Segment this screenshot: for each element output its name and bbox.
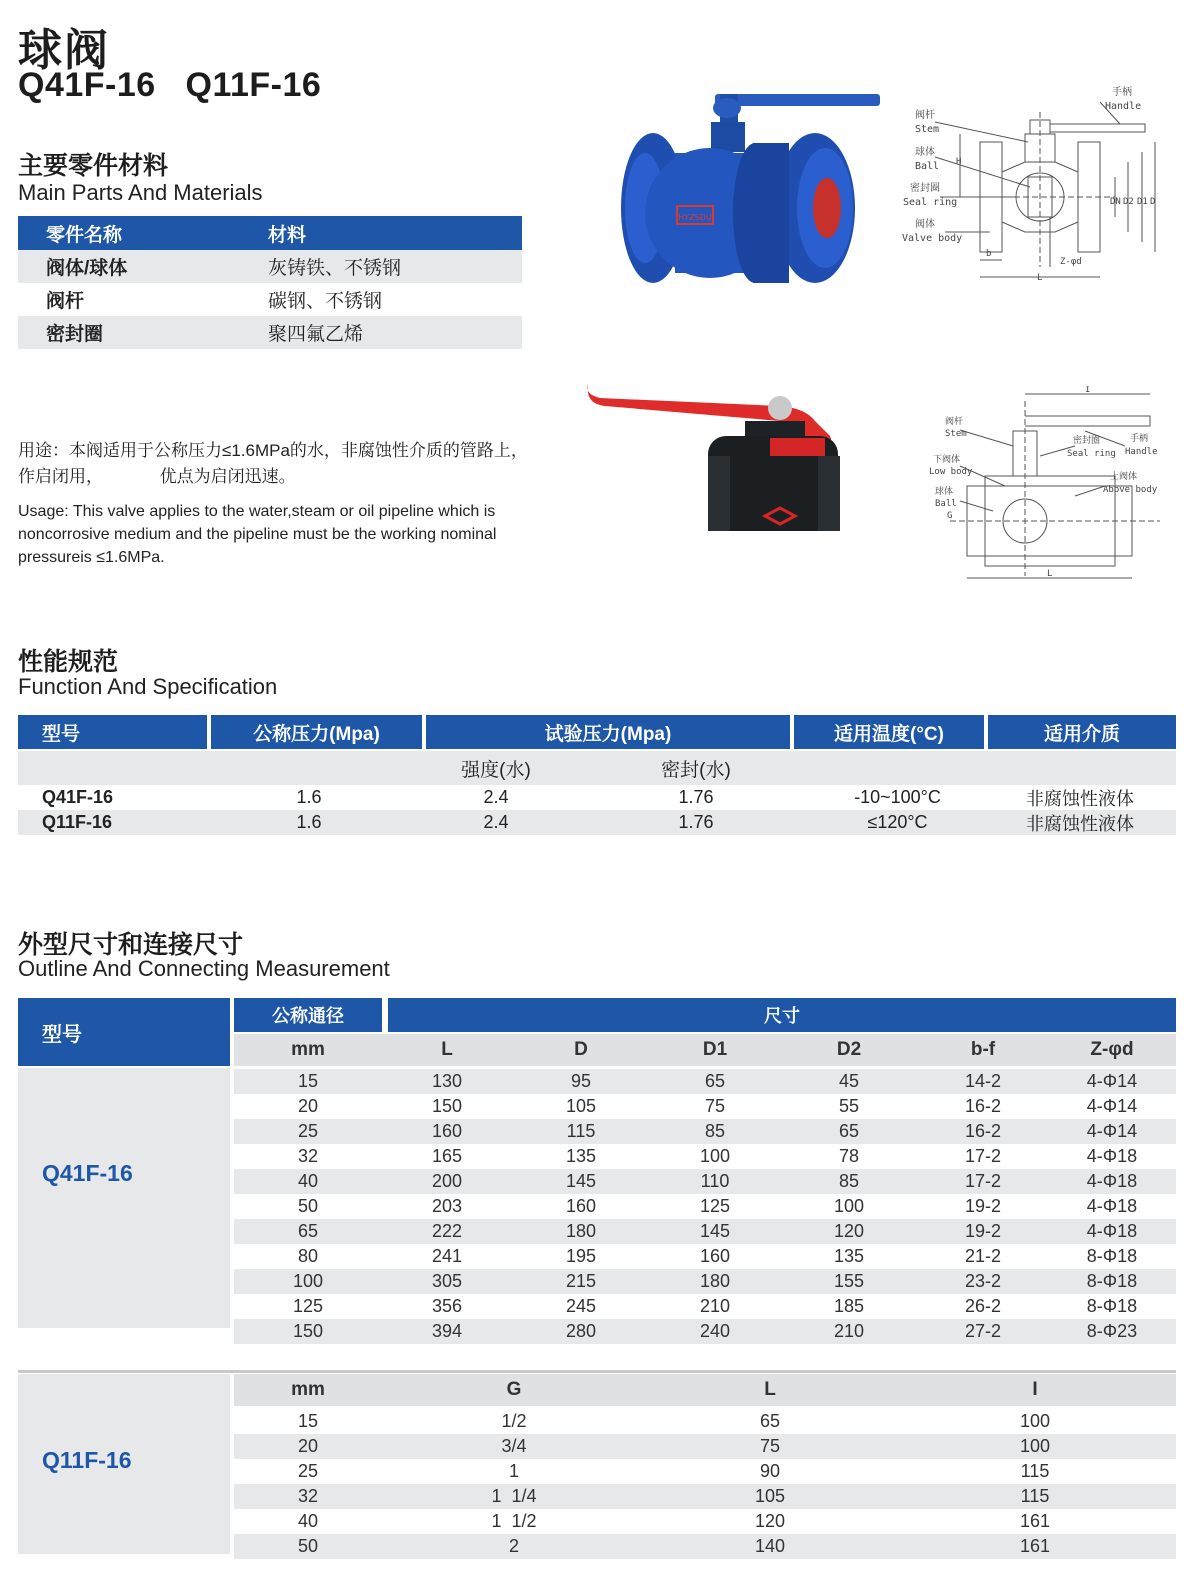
materials-header bbox=[18, 216, 522, 250]
cell-bf: 19-2 bbox=[964, 1221, 1002, 1241]
label-stem-cn: 阀杆 bbox=[945, 417, 964, 427]
part-name: 阀体/球体 bbox=[46, 258, 128, 279]
cell-l: 356 bbox=[431, 1296, 463, 1316]
col-mm: mm bbox=[291, 1039, 325, 1060]
cell-d1: 160 bbox=[699, 1246, 731, 1266]
usage-en bbox=[18, 500, 558, 569]
table-row bbox=[234, 1169, 1176, 1194]
label-body-en: Valve body bbox=[902, 233, 963, 244]
cell-l: 394 bbox=[431, 1321, 463, 1341]
cell-d: 245 bbox=[565, 1296, 597, 1316]
table-row bbox=[234, 1434, 1176, 1459]
table-row bbox=[234, 1509, 1176, 1534]
label-ball-cn: 球体 bbox=[935, 487, 954, 497]
table-row bbox=[234, 1219, 1176, 1244]
table-row bbox=[234, 1319, 1176, 1344]
model-numbers: Q41F-16 Q11F-16 bbox=[18, 66, 322, 104]
dim-g: G bbox=[947, 511, 953, 521]
label-stem-en: Stem bbox=[945, 429, 967, 439]
usage-en-line: Usage: This valve applies to the water,steam or oil pipeline which is bbox=[18, 503, 496, 520]
row-pn: 1.6 bbox=[296, 812, 322, 832]
cell-d: 105 bbox=[565, 1096, 597, 1116]
cell-i: 100 bbox=[1019, 1411, 1051, 1431]
part-material: 聚四氟乙烯 bbox=[268, 324, 364, 345]
cell-d2: 210 bbox=[833, 1321, 865, 1341]
table-row bbox=[18, 316, 522, 349]
label-handle-cn: 手柄 bbox=[1130, 434, 1149, 444]
usage-cn-line: 作启闭用， 优点为启闭迅速。 bbox=[18, 467, 296, 486]
cell-bf: 16-2 bbox=[964, 1121, 1002, 1141]
cell-d1: 180 bbox=[699, 1271, 731, 1291]
label-stem-en: Stem bbox=[915, 124, 940, 135]
table-row bbox=[234, 1484, 1176, 1509]
cell-i: 115 bbox=[1020, 1486, 1050, 1506]
spec-title-en: Function And Specification bbox=[18, 674, 278, 699]
cell-d2: 78 bbox=[838, 1146, 860, 1166]
table-row bbox=[234, 1069, 1176, 1094]
usage-en-line: noncorrosive medium and the pipeline must be the working nominal bbox=[18, 526, 497, 543]
label-ball-en: Ball bbox=[915, 161, 940, 172]
row-medium: 非腐蚀性液体 bbox=[1026, 813, 1134, 834]
cell-mm: 50 bbox=[297, 1536, 319, 1556]
label-handle-cn: 手柄 bbox=[1112, 87, 1132, 98]
outline-subheader bbox=[234, 1374, 1176, 1406]
table-row bbox=[234, 1459, 1176, 1484]
cell-z: 4-Φ14 bbox=[1086, 1096, 1138, 1116]
cell-mm: 125 bbox=[292, 1296, 324, 1316]
row-model: Q11F-16 bbox=[42, 812, 113, 832]
cell-mm: 50 bbox=[297, 1196, 319, 1216]
cell-g: 1/2 bbox=[501, 1411, 527, 1431]
col-g: G bbox=[506, 1379, 522, 1400]
cell-l: 203 bbox=[431, 1196, 463, 1216]
row-medium: 非腐蚀性液体 bbox=[1026, 788, 1134, 809]
dim-d1: D1 bbox=[1137, 197, 1148, 207]
cell-l: 105 bbox=[754, 1486, 786, 1506]
label-seal-en: Seal ring bbox=[903, 197, 958, 208]
col-model-header: 型号 bbox=[18, 998, 230, 1066]
cell-d1: 240 bbox=[699, 1321, 731, 1341]
cell-l: 120 bbox=[754, 1511, 786, 1531]
cell-bf: 26-2 bbox=[964, 1296, 1002, 1316]
table-row bbox=[18, 250, 522, 283]
cell-bf: 19-2 bbox=[964, 1196, 1002, 1216]
dim-z: Z-φd bbox=[1060, 257, 1082, 267]
label-ball-en: Ball bbox=[935, 499, 957, 509]
table-row bbox=[234, 1269, 1176, 1294]
part-material: 碳钢、不锈钢 bbox=[268, 291, 383, 312]
label-seal-en: Seal ring bbox=[1067, 449, 1116, 459]
cell-i: 161 bbox=[1019, 1536, 1051, 1556]
part-name: 阀杆 bbox=[46, 291, 85, 312]
table-row bbox=[234, 1144, 1176, 1169]
table-row bbox=[234, 1244, 1176, 1269]
cell-d2: 100 bbox=[833, 1196, 865, 1216]
model-label: Q41F-16 bbox=[42, 1160, 133, 1186]
cell-g: 1 1/4 bbox=[491, 1486, 537, 1506]
flanged-valve-drawing bbox=[900, 82, 1180, 287]
cell-d: 145 bbox=[565, 1171, 597, 1191]
cell-bf: 16-2 bbox=[964, 1096, 1002, 1116]
dim-dn: DN bbox=[1110, 197, 1121, 207]
cell-l: 222 bbox=[431, 1221, 463, 1241]
label-above-body-en: Above body bbox=[1103, 485, 1158, 495]
cell-l: 130 bbox=[431, 1071, 463, 1091]
cell-i: 161 bbox=[1019, 1511, 1051, 1531]
valve-logo-text: HYZSDU bbox=[678, 213, 712, 222]
table-row bbox=[18, 283, 522, 316]
dim-d: D bbox=[1150, 197, 1156, 207]
label-seal-cn: 密封圈 bbox=[1073, 436, 1101, 446]
label-handle-en: Handle bbox=[1105, 101, 1142, 112]
table-row bbox=[18, 785, 1176, 810]
cell-d1: 65 bbox=[704, 1071, 726, 1091]
cell-d: 160 bbox=[565, 1196, 597, 1216]
col-nominal-pressure: 公称压力(Mpa) bbox=[211, 715, 422, 749]
cell-mm: 25 bbox=[297, 1461, 319, 1481]
col-strength: 强度(水) bbox=[461, 759, 531, 781]
cell-bf: 14-2 bbox=[964, 1071, 1002, 1091]
row-seal: 1.76 bbox=[678, 787, 714, 807]
spec-table bbox=[18, 715, 1176, 835]
table-row bbox=[234, 1119, 1176, 1144]
cell-d2: 120 bbox=[833, 1221, 865, 1241]
cell-d: 135 bbox=[565, 1146, 597, 1166]
cell-d2: 85 bbox=[838, 1171, 860, 1191]
cell-mm: 20 bbox=[297, 1436, 319, 1456]
divider bbox=[18, 1370, 1176, 1373]
threaded-ball-valve-image bbox=[580, 376, 875, 561]
spec-title-cn: 性能规范 bbox=[18, 648, 119, 676]
model-label: Q11F-16 bbox=[42, 1447, 132, 1473]
cell-i: 100 bbox=[1019, 1436, 1051, 1456]
col-bf: b-f bbox=[970, 1039, 996, 1060]
outline-title-en: Outline And Connecting Measurement bbox=[18, 956, 390, 981]
cell-z: 4-Φ18 bbox=[1086, 1146, 1138, 1166]
cell-mm: 32 bbox=[297, 1486, 319, 1506]
col-d2: D2 bbox=[836, 1039, 862, 1060]
col-size-header: 尺寸 bbox=[388, 998, 1176, 1032]
cell-d1: 75 bbox=[704, 1096, 726, 1116]
cell-z: 4-Φ14 bbox=[1086, 1121, 1138, 1141]
cell-d: 180 bbox=[565, 1221, 597, 1241]
col-d1: D1 bbox=[702, 1039, 728, 1060]
label-ball-cn: 球体 bbox=[915, 147, 935, 158]
outline-title-cn: 外型尺寸和连接尺寸 bbox=[18, 931, 244, 959]
cell-d: 95 bbox=[570, 1071, 592, 1091]
col-d: D bbox=[574, 1039, 588, 1060]
dim-b: b bbox=[986, 249, 992, 259]
cell-mm: 15 bbox=[297, 1411, 319, 1431]
row-strength: 2.4 bbox=[483, 812, 509, 832]
model-block bbox=[18, 1068, 230, 1328]
col-z: Z-φd bbox=[1090, 1039, 1134, 1060]
cell-l: 241 bbox=[431, 1246, 463, 1266]
materials-title-en: Main Parts And Materials bbox=[18, 180, 263, 205]
cell-z: 4-Φ18 bbox=[1086, 1171, 1138, 1191]
table-row bbox=[18, 810, 1176, 835]
outline-subheader bbox=[234, 1034, 1176, 1066]
cell-bf: 17-2 bbox=[964, 1146, 1002, 1166]
col-model: 型号 bbox=[18, 715, 207, 749]
col-test-pressure: 试验压力(Mpa) bbox=[426, 715, 790, 749]
cell-bf: 27-2 bbox=[964, 1321, 1002, 1341]
col-seal: 密封(水) bbox=[661, 759, 731, 781]
cell-mm: 80 bbox=[297, 1246, 319, 1266]
usage-en-line: pressureis ≤1.6MPa. bbox=[18, 549, 165, 566]
col-mm: mm bbox=[291, 1379, 325, 1400]
cell-bf: 23-2 bbox=[964, 1271, 1002, 1291]
materials-title-cn: 主要零件材料 bbox=[18, 152, 169, 180]
cell-l: 150 bbox=[431, 1096, 463, 1116]
cell-d1: 85 bbox=[704, 1121, 726, 1141]
row-strength: 2.4 bbox=[483, 787, 509, 807]
row-pn: 1.6 bbox=[296, 787, 322, 807]
row-temp: ≤120°C bbox=[867, 812, 928, 832]
cell-bf: 17-2 bbox=[964, 1171, 1002, 1191]
col-temperature: 适用温度(°C) bbox=[794, 715, 984, 749]
cell-mm: 40 bbox=[297, 1511, 319, 1531]
col-l: L bbox=[441, 1039, 453, 1060]
cell-z: 8-Φ18 bbox=[1086, 1271, 1138, 1291]
cell-g: 1 1/2 bbox=[491, 1511, 537, 1531]
label-seal-cn: 密封圈 bbox=[910, 183, 940, 194]
cell-d2: 185 bbox=[833, 1296, 865, 1316]
cell-l: 90 bbox=[759, 1461, 781, 1481]
label-stem-cn: 阀杆 bbox=[915, 110, 935, 121]
page-title: 球阀 bbox=[18, 26, 110, 75]
cell-l: 305 bbox=[431, 1271, 463, 1291]
cell-l: 65 bbox=[759, 1411, 781, 1431]
cell-z: 8-Φ18 bbox=[1086, 1296, 1138, 1316]
cell-d: 215 bbox=[565, 1271, 597, 1291]
cell-d2: 135 bbox=[833, 1246, 865, 1266]
table-row bbox=[234, 1409, 1176, 1434]
table-row bbox=[234, 1094, 1176, 1119]
cell-i: 115 bbox=[1020, 1461, 1050, 1481]
cell-l: 165 bbox=[431, 1146, 463, 1166]
cell-z: 4-Φ18 bbox=[1086, 1196, 1138, 1216]
cell-d1: 125 bbox=[699, 1196, 731, 1216]
cell-d1: 210 bbox=[699, 1296, 731, 1316]
cell-d1: 145 bbox=[699, 1221, 731, 1241]
part-material: 灰铸铁、不锈钢 bbox=[268, 258, 402, 279]
cell-mm: 100 bbox=[292, 1271, 324, 1291]
cell-l: 75 bbox=[759, 1436, 781, 1456]
cell-l: 140 bbox=[754, 1536, 786, 1556]
cell-mm: 150 bbox=[292, 1321, 324, 1341]
label-low-body-cn: 下阀体 bbox=[933, 455, 961, 465]
row-model: Q41F-16 bbox=[42, 787, 114, 807]
cell-d: 195 bbox=[565, 1246, 597, 1266]
cell-mm: 32 bbox=[297, 1146, 319, 1166]
cell-z: 4-Φ18 bbox=[1086, 1221, 1138, 1241]
label-handle-en: Handle bbox=[1125, 447, 1158, 457]
part-name: 密封圈 bbox=[46, 324, 104, 345]
cell-z: 4-Φ14 bbox=[1086, 1071, 1138, 1091]
cell-d2: 65 bbox=[838, 1121, 860, 1141]
usage-cn-line: 用途：本阀适用于公称压力≤1.6MPa的水，非腐蚀性介质的管路上， bbox=[18, 441, 528, 460]
cell-d2: 155 bbox=[833, 1271, 865, 1291]
table-row bbox=[234, 1534, 1176, 1559]
flanged-ball-valve-image bbox=[615, 88, 885, 298]
cell-l: 200 bbox=[431, 1171, 463, 1191]
label-low-body-en: Low body bbox=[929, 467, 973, 477]
cell-mm: 40 bbox=[297, 1171, 319, 1191]
cell-d1: 110 bbox=[700, 1171, 730, 1191]
dim-l: L bbox=[1047, 569, 1053, 579]
usage-cn bbox=[18, 438, 578, 490]
cell-mm: 15 bbox=[297, 1071, 319, 1091]
cell-d: 280 bbox=[565, 1321, 597, 1341]
cell-mm: 65 bbox=[297, 1221, 319, 1241]
cell-mm: 25 bbox=[297, 1121, 319, 1141]
dim-d2: D2 bbox=[1123, 197, 1134, 207]
table-row bbox=[234, 1194, 1176, 1219]
cell-g: 3/4 bbox=[501, 1436, 527, 1456]
cell-g: 2 bbox=[508, 1536, 519, 1556]
cell-l: 160 bbox=[431, 1121, 463, 1141]
cell-mm: 20 bbox=[297, 1096, 319, 1116]
col-material: 材料 bbox=[268, 224, 307, 246]
cell-bf: 21-2 bbox=[964, 1246, 1002, 1266]
col-part-name: 零件名称 bbox=[46, 224, 123, 246]
cell-d2: 45 bbox=[838, 1071, 860, 1091]
col-dn-header: 公称通径 bbox=[234, 998, 382, 1032]
spec-header bbox=[18, 715, 1176, 749]
label-body-cn: 阀体 bbox=[915, 219, 935, 230]
cell-z: 8-Φ18 bbox=[1086, 1246, 1138, 1266]
cell-d2: 55 bbox=[838, 1096, 860, 1116]
row-temp: -10~100°C bbox=[854, 787, 941, 807]
col-l: L bbox=[764, 1379, 776, 1400]
cell-d: 115 bbox=[566, 1121, 596, 1141]
dim-i: I bbox=[1085, 386, 1091, 395]
cell-g: 1 bbox=[508, 1461, 519, 1481]
col-medium: 适用介质 bbox=[988, 715, 1176, 749]
materials-table bbox=[18, 216, 522, 349]
cell-z: 8-Φ23 bbox=[1086, 1321, 1138, 1341]
dim-l: L bbox=[1037, 273, 1043, 283]
spec-subheader bbox=[18, 751, 1176, 785]
table-row bbox=[234, 1294, 1176, 1319]
threaded-valve-drawing bbox=[925, 386, 1180, 586]
col-i: I bbox=[1032, 1379, 1038, 1400]
cell-d1: 100 bbox=[699, 1146, 731, 1166]
dim-h: H bbox=[956, 157, 962, 167]
row-seal: 1.76 bbox=[678, 812, 714, 832]
label-above-body-cn: 上阀体 bbox=[1110, 472, 1138, 482]
